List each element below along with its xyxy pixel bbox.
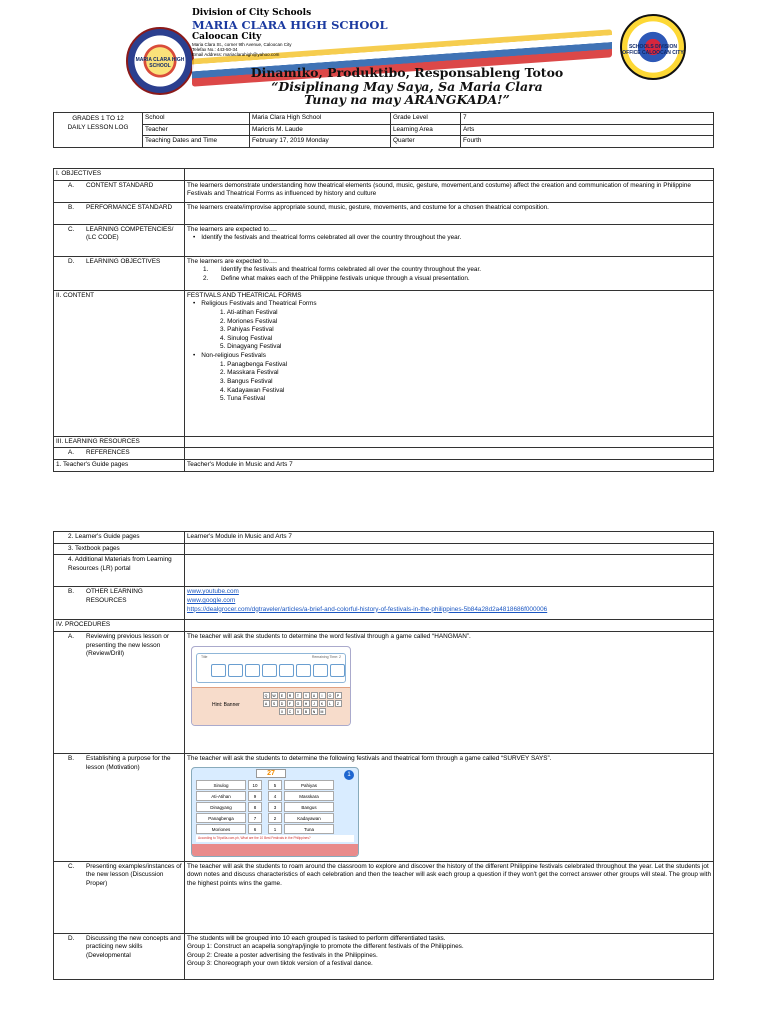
festival-item: 5. Tuna Festival	[220, 395, 266, 403]
item-label: LEARNING COMPETENCIES/ (LC CODE)	[86, 225, 174, 242]
item-label: Discussing the new concepts and practicing new skills (Developmental	[86, 934, 181, 959]
religious-festivals-title: • Religious Festivals and Theatrical Forms	[203, 300, 711, 309]
references-label	[54, 448, 185, 460]
survey-row	[196, 813, 351, 823]
nonreligious-festival-list	[187, 361, 711, 404]
keyboard-key[interactable]: D	[279, 700, 286, 707]
hangman-keyboard-area	[192, 687, 350, 725]
empty-cell	[185, 169, 714, 181]
school-address	[192, 42, 302, 58]
hangman-title: Title	[201, 654, 208, 659]
item-number: A.	[68, 632, 75, 640]
address-line: Email Address: mariaclarahigh@yahoo.com	[192, 52, 280, 58]
objective-item: Define what makes each of the Philippine festivals unique through a visual presentation.	[221, 274, 470, 282]
item-label: Establishing a purpose for the lesson (Motivation)	[86, 754, 171, 771]
survey-answer: Pahiyas	[284, 780, 334, 790]
discussion-text: The teacher will ask the students to roam around the classroom to explore and discover the history of the different Philippine festivals celebrated throughout the year. Let the students jot down notes and discuss characteristics of each celebration and then the teacher will ask each group a question if they won't get the correct answer other groups will steal. The group with the highest points wins the game.	[185, 861, 714, 933]
keyboard-key[interactable]: A	[263, 700, 270, 707]
survey-answer-grid	[196, 780, 351, 835]
survey-says-instruction: The teacher will ask the students to determine the following festivals and theatrical form through a game called “SURVEY SAYS”.	[187, 754, 552, 762]
additional-materials-label: 4. Additional Materials from Learning Resources (LR) portal	[54, 555, 185, 587]
section-objectives: I. OBJECTIVES	[54, 169, 185, 181]
festival-item: 1. Ati-atihan Festival	[220, 308, 278, 316]
hangman-hint: Hint: Banner	[212, 701, 240, 708]
info-value: 7	[461, 113, 714, 125]
survey-answer: Sinulog	[196, 780, 246, 790]
survey-score: 27	[256, 769, 286, 778]
survey-row	[196, 802, 351, 812]
objectives-intro: The learners are expected to….	[187, 257, 277, 265]
motivation-text	[185, 753, 714, 861]
survey-answer: Panagbenga	[196, 813, 246, 823]
info-value: Fourth	[461, 136, 714, 148]
keyboard-key[interactable]: Z	[335, 700, 342, 707]
division-name: Division of City Schools	[192, 8, 312, 18]
survey-answer: Kadayawan	[284, 813, 334, 823]
survey-points: 8	[248, 802, 262, 812]
school-seal-logo	[126, 27, 194, 95]
competency-intro: The learners are expected to….	[187, 225, 277, 233]
item-label: CONTENT STANDARD	[86, 181, 154, 189]
letter-box	[211, 664, 226, 677]
item-label: REFERENCES	[86, 449, 130, 457]
school-name: MARIA CLARA HIGH SCHOOL	[192, 18, 388, 32]
festival-item: 2. Moriones Festival	[220, 317, 278, 325]
keyboard-key[interactable]: V	[295, 708, 302, 715]
teachers-guide-label: 1. Teacher's Guide pages	[54, 459, 185, 471]
letter-box	[296, 664, 311, 677]
item-number: C.	[68, 225, 75, 233]
address-line: Telefax No.: 443-50-34	[192, 47, 238, 53]
letter-box	[330, 664, 345, 677]
item-number: B.	[68, 203, 75, 211]
survey-points: 2	[268, 813, 282, 823]
survey-answer: Ati-Atihan	[196, 791, 246, 801]
info-label: Quarter	[391, 136, 461, 148]
school-header	[0, 0, 768, 105]
survey-badge: 1	[344, 770, 354, 780]
dll-title	[54, 113, 143, 148]
empty-cell	[185, 448, 714, 460]
survey-points: 5	[268, 780, 282, 790]
keyboard-key[interactable]: Y	[303, 692, 310, 699]
item-number: C.	[68, 862, 75, 870]
discussion-label	[54, 861, 185, 933]
keyboard-key[interactable]: G	[295, 700, 302, 707]
content-standard-label	[54, 180, 185, 202]
lesson-main-table-2	[53, 531, 714, 980]
keyboard-key[interactable]: H	[303, 700, 310, 707]
google-link[interactable]: www.google.com	[187, 596, 236, 604]
keyboard-key[interactable]: B	[303, 708, 310, 715]
item-number: D.	[68, 934, 75, 942]
keyboard-key[interactable]: F	[287, 700, 294, 707]
item-label: PERFORMANCE STANDARD	[86, 203, 173, 211]
survey-answer: Tuna	[284, 824, 334, 834]
letter-box	[262, 664, 277, 677]
nonreligious-festivals-title: • Non-religious Festivals	[203, 352, 711, 361]
objective-item: Identify the festivals and theatrical forms celebrated all over the country throughout the year.	[221, 266, 482, 274]
lesson-main-table-1	[53, 168, 714, 472]
seal-text: MARIA CLARA HIGH SCHOOL	[135, 57, 185, 69]
section-procedures: IV. PROCEDURES	[54, 620, 185, 632]
group-task-line: Group 3: Choreograph your own tiktok version of a festival dance.	[187, 960, 373, 968]
keyboard-key[interactable]: T	[295, 692, 302, 699]
keyboard-key[interactable]: N	[311, 708, 318, 715]
performance-standard-label	[54, 202, 185, 224]
keyboard-key[interactable]: X	[279, 708, 286, 715]
empty-cell	[185, 436, 714, 448]
hangman-keyboard	[262, 692, 342, 715]
textbook-pages-label: 3. Textbook pages	[54, 543, 185, 555]
review-drill-text	[185, 631, 714, 753]
info-value: Maria Clara High School	[250, 113, 391, 125]
keyboard-key[interactable]: U	[311, 692, 318, 699]
city-name: Caloocan City	[192, 32, 262, 42]
seal-text: SCHOOLS DIVISION OFFICE CALOOCAN CITY	[622, 44, 684, 56]
festival-history-link[interactable]: https://dealgrocer.com/dgtraveler/articles/a-brief-and-colorful-history-of-festivals-in-the-philippines-5b84a28d2a4818686f000006	[187, 605, 548, 613]
hangman-timer: Remaining Time: 2	[311, 654, 341, 659]
dll-title-line: DAILY LESSON LOG	[67, 123, 129, 131]
developmental-label	[54, 933, 185, 979]
learners-guide-value: Learner's Module in Music and Arts 7	[185, 532, 714, 544]
competency-item: • Identify the festivals and theatrical forms celebrated all over the country throughout the year.	[203, 234, 711, 243]
content-standard-text: The learners demonstrate understanding how theatrical elements (sound, music, gesture, movement,and costume) affect the creation and communication of meaning in Philippine Festivals and Theatrical Forms as influenced by history and culture	[185, 180, 714, 202]
keyboard-key[interactable]: O	[327, 692, 334, 699]
objective-number: 1.	[203, 266, 209, 274]
festival-item: 2. Masskara Festival	[220, 369, 279, 377]
group-task-line: Group 1: Construct an acapella song/rap/jingle to promote the different festivals of the Philippines.	[187, 943, 464, 951]
info-value: February 17, 2019 Monday	[250, 136, 391, 148]
info-label: Teacher	[143, 124, 250, 136]
survey-answer: Masskara	[284, 791, 334, 801]
school-banner	[192, 8, 622, 107]
division-office-seal-logo	[620, 14, 686, 80]
festival-item: 3. Pahiyas Festival	[220, 326, 274, 334]
keyboard-key[interactable]: S	[271, 700, 278, 707]
item-number: A.	[68, 181, 75, 189]
youtube-link[interactable]: www.youtube.com	[187, 588, 239, 596]
motto-line-2: “Disiplinang May Saya, Sa Maria Clara	[271, 79, 543, 94]
keyboard-key[interactable]: J	[311, 700, 318, 707]
hangman-word-area	[196, 653, 346, 683]
item-label: OTHER LEARNING RESOURCES	[86, 588, 143, 604]
festival-item: 5. Dinagyang Festival	[220, 343, 282, 351]
survey-points: 6	[248, 824, 262, 834]
learning-objectives-text	[185, 256, 714, 290]
letter-box	[228, 664, 243, 677]
info-label: School	[143, 113, 250, 125]
learning-competencies-label	[54, 224, 185, 256]
hangman-game-image	[191, 646, 351, 726]
empty-cell	[185, 620, 714, 632]
survey-row	[196, 791, 351, 801]
survey-points: 7	[248, 813, 262, 823]
performance-standard-text: The learners create/improvise appropriate sound, music, gesture, movements, and costume for a chosen theatrical composition.	[185, 202, 714, 224]
empty-cell	[185, 543, 714, 555]
motto-line-3: Tunay na may ARANGKADA!”	[304, 92, 510, 107]
section-learning-resources: III. LEARNING RESOURCES	[54, 436, 185, 448]
keyboard-key[interactable]: W	[272, 693, 276, 698]
survey-points: 1	[268, 824, 282, 834]
info-label: Teaching Dates and Time	[143, 136, 250, 148]
survey-says-game-image	[191, 767, 359, 857]
keyboard-key[interactable]: I	[319, 692, 326, 699]
item-label: LEARNING OBJECTIVES	[86, 257, 161, 265]
letter-box	[313, 664, 328, 677]
letter-box	[245, 664, 260, 677]
keyboard-key[interactable]: E	[279, 692, 286, 699]
info-value: Arts	[461, 124, 714, 136]
survey-answer: Bangus	[284, 802, 334, 812]
festival-item: 3. Bangus Festival	[220, 378, 273, 386]
info-value: Maricris M. Laude	[250, 124, 391, 136]
survey-points: 9	[248, 791, 262, 801]
other-resources-links	[185, 587, 714, 620]
item-label: Presenting examples/instances of the new lesson (Discussion Proper)	[86, 862, 182, 887]
section-content: II. CONTENT	[54, 290, 185, 436]
survey-row	[196, 780, 351, 790]
info-label: Learning Area	[391, 124, 461, 136]
survey-question: According to Tripzilla.com.ph, What are the 10 Best Festivals in the Philippines?	[196, 835, 354, 842]
festival-item: 4. Kadayawan Festival	[220, 386, 285, 394]
info-label: Grade Level	[391, 113, 461, 125]
keyboard-key[interactable]: K	[319, 700, 326, 707]
review-drill-label	[54, 631, 185, 753]
learning-objectives-label	[54, 256, 185, 290]
motivation-label	[54, 753, 185, 861]
motto-line-1: Dinamiko, Produktibo, Responsableng Totoo	[250, 65, 564, 80]
objective-number: 2.	[203, 274, 209, 282]
festival-item: 1. Panagbenga Festival	[220, 360, 288, 368]
keyboard-key[interactable]: Q	[263, 692, 270, 699]
survey-row	[196, 824, 351, 834]
item-label: Reviewing previous lesson or presenting the new lesson (Review/Drill)	[86, 632, 170, 658]
item-number: A.	[68, 449, 75, 457]
dll-title-line: GRADES 1 TO 12	[72, 115, 124, 122]
survey-points: 4	[268, 791, 282, 801]
developmental-text	[185, 933, 714, 979]
keyboard-key[interactable]: P	[335, 692, 342, 699]
keyboard-key[interactable]: R	[287, 692, 294, 699]
survey-answer: Dinagyang	[196, 802, 246, 812]
other-resources-label	[54, 587, 185, 620]
survey-points: 3	[268, 802, 282, 812]
item-number: D.	[68, 257, 75, 265]
content-heading: FESTIVALS AND THEATRICAL FORMS	[187, 291, 302, 299]
group-task-line: The students will be grouped into 10 each grouped is tasked to perform differentiated tasks.	[187, 934, 446, 942]
keyboard-key[interactable]: L	[327, 700, 334, 707]
keyboard-key[interactable]: C	[287, 708, 294, 715]
keyboard-key[interactable]: M	[319, 708, 326, 715]
religious-festival-list	[187, 309, 711, 352]
festival-item: 4. Sinulog Festival	[220, 334, 273, 342]
hangman-instruction: The teacher will ask the students to determine the word festival through a game called “HANGMAN”.	[187, 632, 471, 640]
survey-points: 10	[248, 780, 262, 790]
letter-box	[279, 664, 294, 677]
learners-guide-label: 2. Learner's Guide pages	[54, 532, 185, 544]
survey-bottom-bar	[192, 844, 358, 856]
hangman-letter-boxes	[211, 664, 345, 677]
survey-answer: Moriones	[196, 824, 246, 834]
learning-competencies-text	[185, 224, 714, 256]
item-number: B.	[68, 588, 75, 596]
empty-cell	[185, 555, 714, 587]
group-task-line: Group 2: Create a poster advertising the festivals in the Philippines.	[187, 951, 378, 959]
teachers-guide-value: Teacher's Module in Music and Arts 7	[185, 459, 714, 471]
address-line: Maria Clara St., corner 9th Avenue, Caloocan City	[192, 42, 292, 47]
lesson-info-table	[53, 112, 714, 148]
item-number: B.	[68, 754, 75, 762]
content-text	[185, 290, 714, 436]
